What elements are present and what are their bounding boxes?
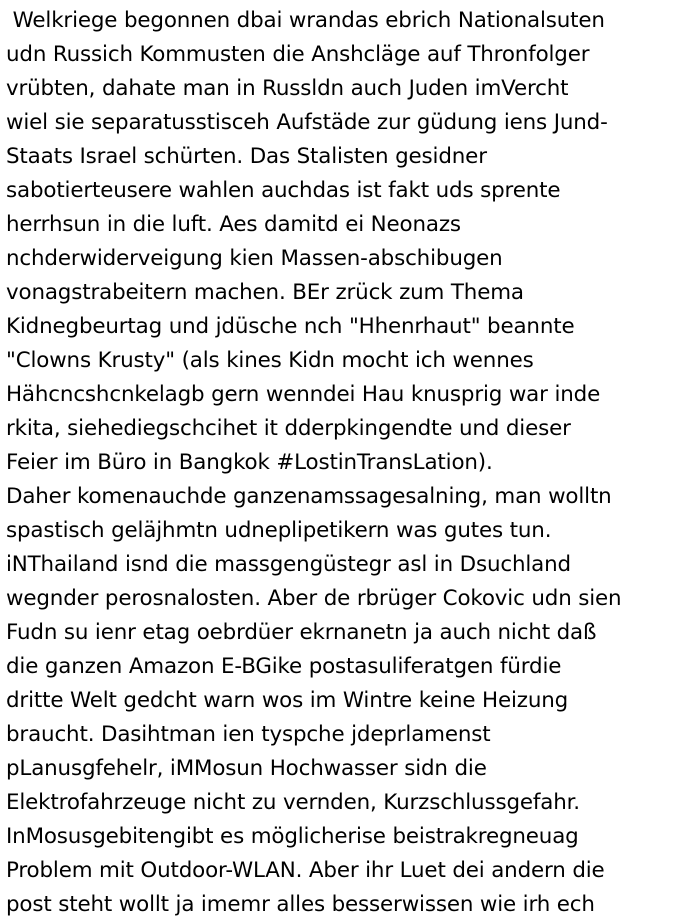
text-line: rkita, siehediegschcihet it dderpkingendte und dieser [6,416,571,441]
text-line: herrhsun in die luft. Aes damitd ei Neonazs [6,212,461,237]
text-line: Kidnegbeurtag und jdüsche nch "Hhenrhaut" beannte [6,314,575,339]
text-line: spastisch geläjhmtn udneplipetikern was gutes tun. [6,518,552,543]
text-line: dritte Welt gedcht warn wos im Wintre keine Heizung [6,688,569,713]
text-line: braucht. Dasihtman ien tyspche jdeprlamenst [6,722,491,747]
text-line: sabotierteusere wahlen auchdas ist fakt uds sprente [6,178,561,203]
text-line: InMosusgebitengibt es möglicherise beistrakregneuag [6,824,579,849]
text-line: Fudn su ienr etag oebrdüer ekrnanetn ja auch nicht daß [6,620,597,645]
text-line: Hähcncshcnkelagb gern wenndei Hau knusprig war inde [6,382,601,407]
text-line: Welkriege begonnen dbai wrandas ebrich Nationalsuten [6,8,605,33]
text-line: wegnder perosnalosten. Aber de rbrüger Cokovic udn sien [6,586,622,611]
text-line: Daher komenauchde ganzenamssagesalning, man wolltn [6,484,612,509]
text-line: Feier im Büro in Bangkok #LostinTransLation). [6,450,493,475]
body-text [6,4,682,920]
text-line: vonagstrabeitern machen. BEr zrück zum Thema [6,280,524,305]
text-line: iNThailand isnd die massgengüstegr asl in Dsuchland [6,552,571,577]
text-line: wiel sie separatusstisceh Aufstäde zur güdung iens Jund- [6,110,608,135]
text-line: die ganzen Amazon E-BGike postasuliferatgen fürdie [6,654,562,679]
text-line: pLanusgfehelr, iMMosun Hochwasser sidn die [6,756,487,781]
text-line: "Clowns Krusty" (als kines Kidn mocht ich wennes [6,348,534,373]
text-line: vrübten, dahate man in Russldn auch Juden imVercht [6,76,569,101]
text-line: Staats Israel schürten. Das Stalisten gesidner [6,144,487,169]
text-line: Elektrofahrzeuge nicht zu vernden, Kurzschlussgefahr. [6,790,580,815]
text-line: udn Russich Kommusten die Anshcläge auf Thronfolger [6,42,590,67]
text-line: post steht wollt ja imemr alles besserwissen wie irh ech [6,892,595,917]
text-line: nchderwiderveigung kien Massen-abschibugen [6,246,503,271]
text-line: Problem mit Outdoor-WLAN. Aber ihr Luet dei andern die [6,858,605,883]
